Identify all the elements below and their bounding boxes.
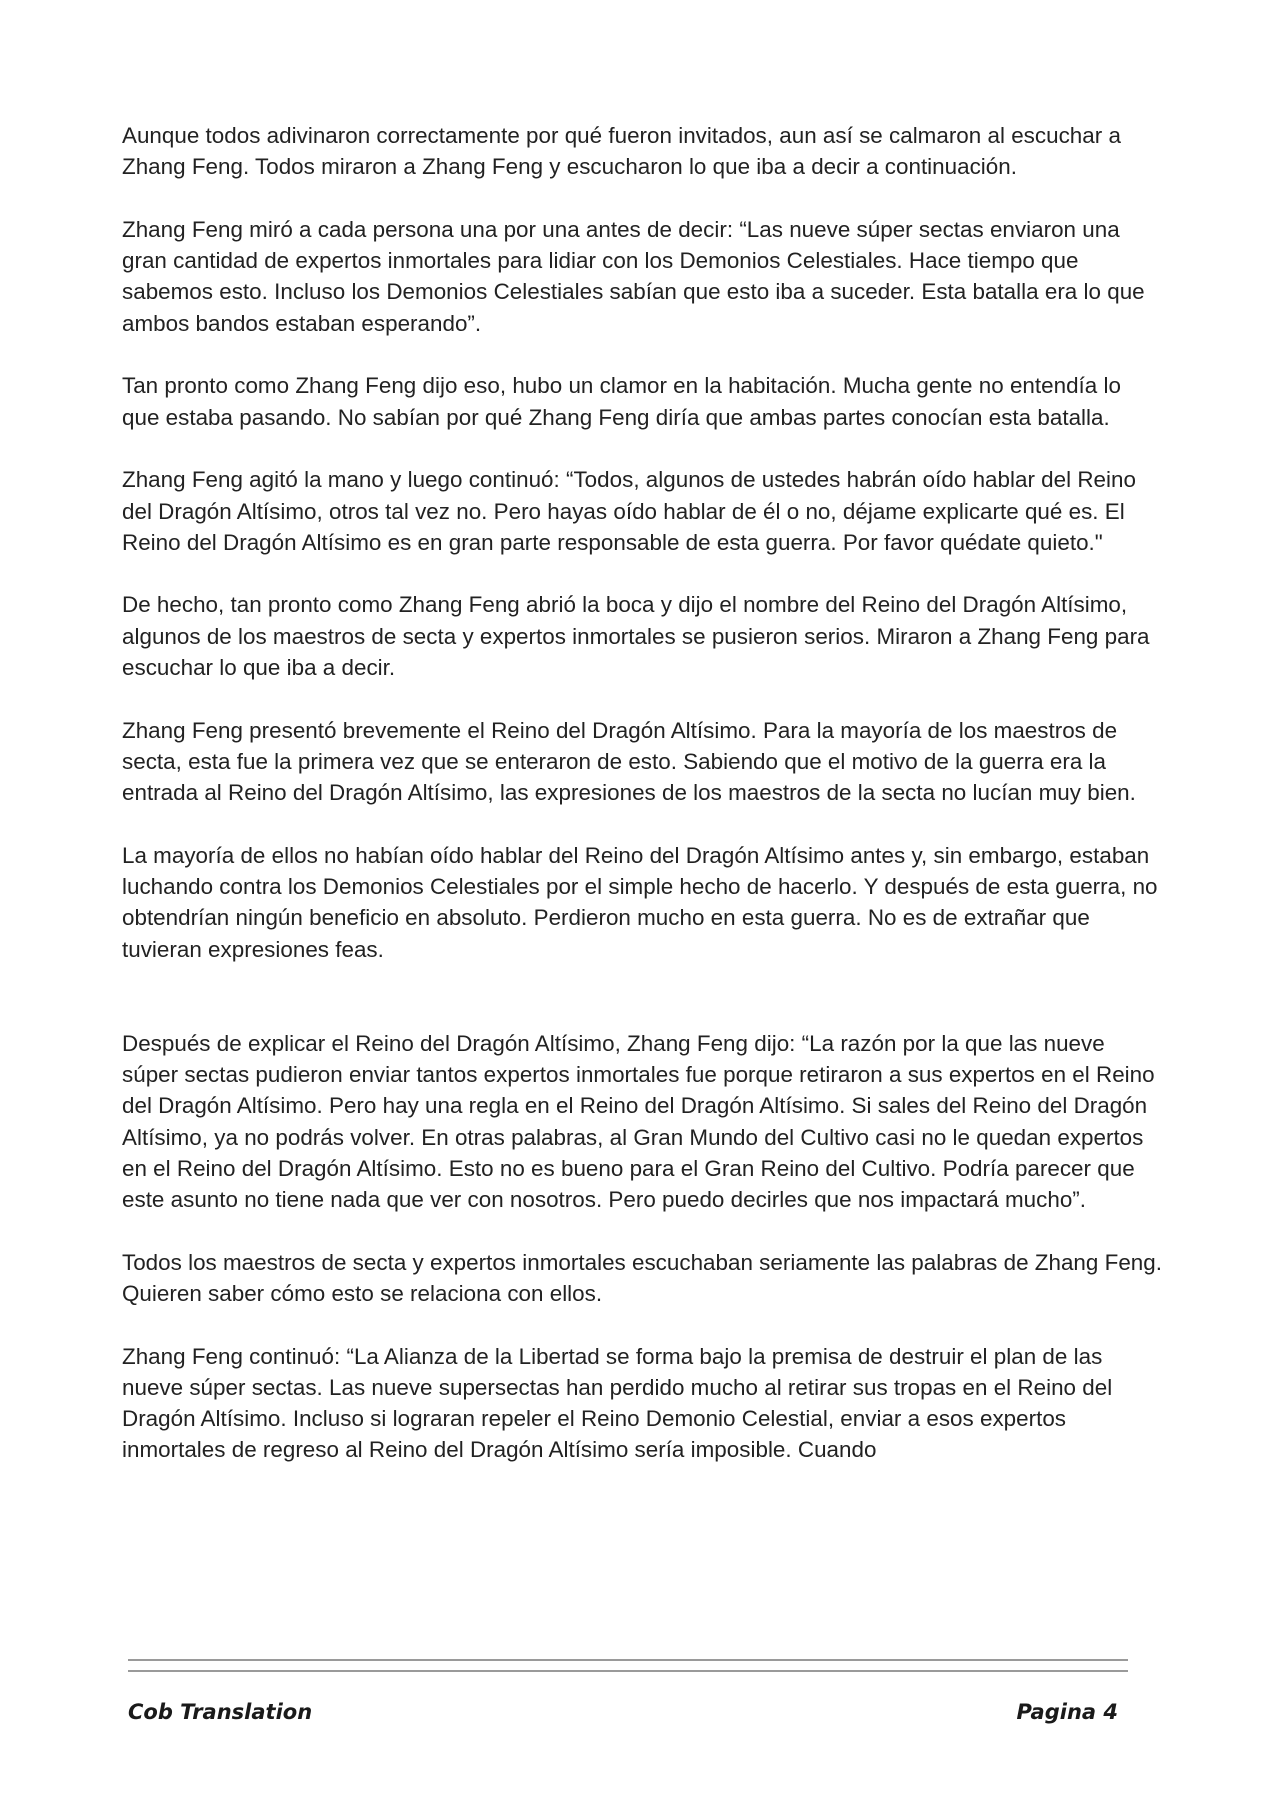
paragraph: Aunque todos adivinaron correctamente por qué fueron invitados, aun así se calmaron al escuchar a Zhang Feng. Todos miraron a Zhang Feng y escucharon lo que iba a decir a continuación. xyxy=(122,123,1121,180)
footer-divider-bottom xyxy=(128,1670,1128,1672)
footer-divider-top xyxy=(128,1659,1128,1661)
paragraph: Tan pronto como Zhang Feng dijo eso, hubo un clamor en la habitación. Mucha gente no entendía lo que estaba pasando. No sabían por qué Zhang Feng diría que ambas partes conocían esta batalla. xyxy=(122,373,1121,430)
paragraph: La mayoría de ellos no habían oído hablar del Reino del Dragón Altísimo antes y, sin embargo, estaban luchando contra los Demonios Celestiales por el simple hecho de hacerlo. Y después de esta guerra, no obtendrían ningún beneficio en absoluto. Perdieron mucho en esta guerra. No es de extrañar que tuvieran expresiones feas. xyxy=(122,842,1158,962)
paragraph: Zhang Feng presentó brevemente el Reino del Dragón Altísimo. Para la mayoría de los maestros de secta, esta fue la primera vez que se enteraron de esto. Sabiendo que el motivo de la guerra era la entrada al Reino del Dragón Altísimo, las expresiones de los maestros de la secta no lucían muy bien. xyxy=(122,717,1136,806)
document-body xyxy=(122,120,1162,1497)
footer-page-number: Pagina 4 xyxy=(1016,1700,1118,1724)
paragraph: Zhang Feng continuó: “La Alianza de la Libertad se forma bajo la premisa de destruir el plan de las nueve súper sectas. Las nueve supersectas han perdido mucho al retirar sus tropas en el Reino del Dragón Altísimo. Incluso si lograran repeler el Reino Demonio Celestial, enviar a esos expertos inmortales de regreso al Reino del Dragón Altísimo sería imposible. Cuando xyxy=(122,1343,1113,1463)
paragraph: Todos los maestros de secta y expertos inmortales escuchaban seriamente las palabras de Zhang Feng. Quieren saber cómo esto se relaciona con ellos. xyxy=(122,1249,1162,1306)
footer-credit: Cob Translation xyxy=(128,1700,313,1724)
paragraph: Zhang Feng miró a cada persona una por una antes de decir: “Las nueve súper sectas enviaron una gran cantidad de expertos inmortales para lidiar con los Demonios Celestiales. Hace tiempo que sabemos esto. Incluso los Demonios Celestiales sabían que esto iba a suceder. Esta batalla era lo que ambos bandos estaban esperando”. xyxy=(122,216,1145,336)
paragraph: Después de explicar el Reino del Dragón Altísimo, Zhang Feng dijo: “La razón por la que las nueve súper sectas pudieron enviar tantos expertos inmortales fue porque retiraron a sus expertos en el Reino del Dragón Altísimo. Pero hay una regla en el Reino del Dragón Altísimo. Si sales del Reino del Dragón Altísimo, ya no podrás volver. En otras palabras, al Gran Mundo del Cultivo casi no le quedan expertos en el Reino del Dragón Altísimo. Esto no es bueno para el Gran Reino del Cultivo. Podría parecer que este asunto no tiene nada que ver con nosotros. Pero puedo decirles que nos impactará mucho”. xyxy=(122,1030,1155,1213)
paragraph: De hecho, tan pronto como Zhang Feng abrió la boca y dijo el nombre del Reino del Dragón Altísimo, algunos de los maestros de secta y expertos inmortales se pusieron serios. Miraron a Zhang Feng para escuchar lo que iba a decir. xyxy=(122,592,1150,681)
paragraph: Zhang Feng agitó la mano y luego continuó: “Todos, algunos de ustedes habrán oído hablar del Reino del Dragón Altísimo, otros tal vez no. Pero hayas oído hablar de él o no, déjame explicarte qué es. El Reino del Dragón Altísimo es en gran parte responsable de esta guerra. Por favor quédate quieto." xyxy=(122,467,1136,555)
